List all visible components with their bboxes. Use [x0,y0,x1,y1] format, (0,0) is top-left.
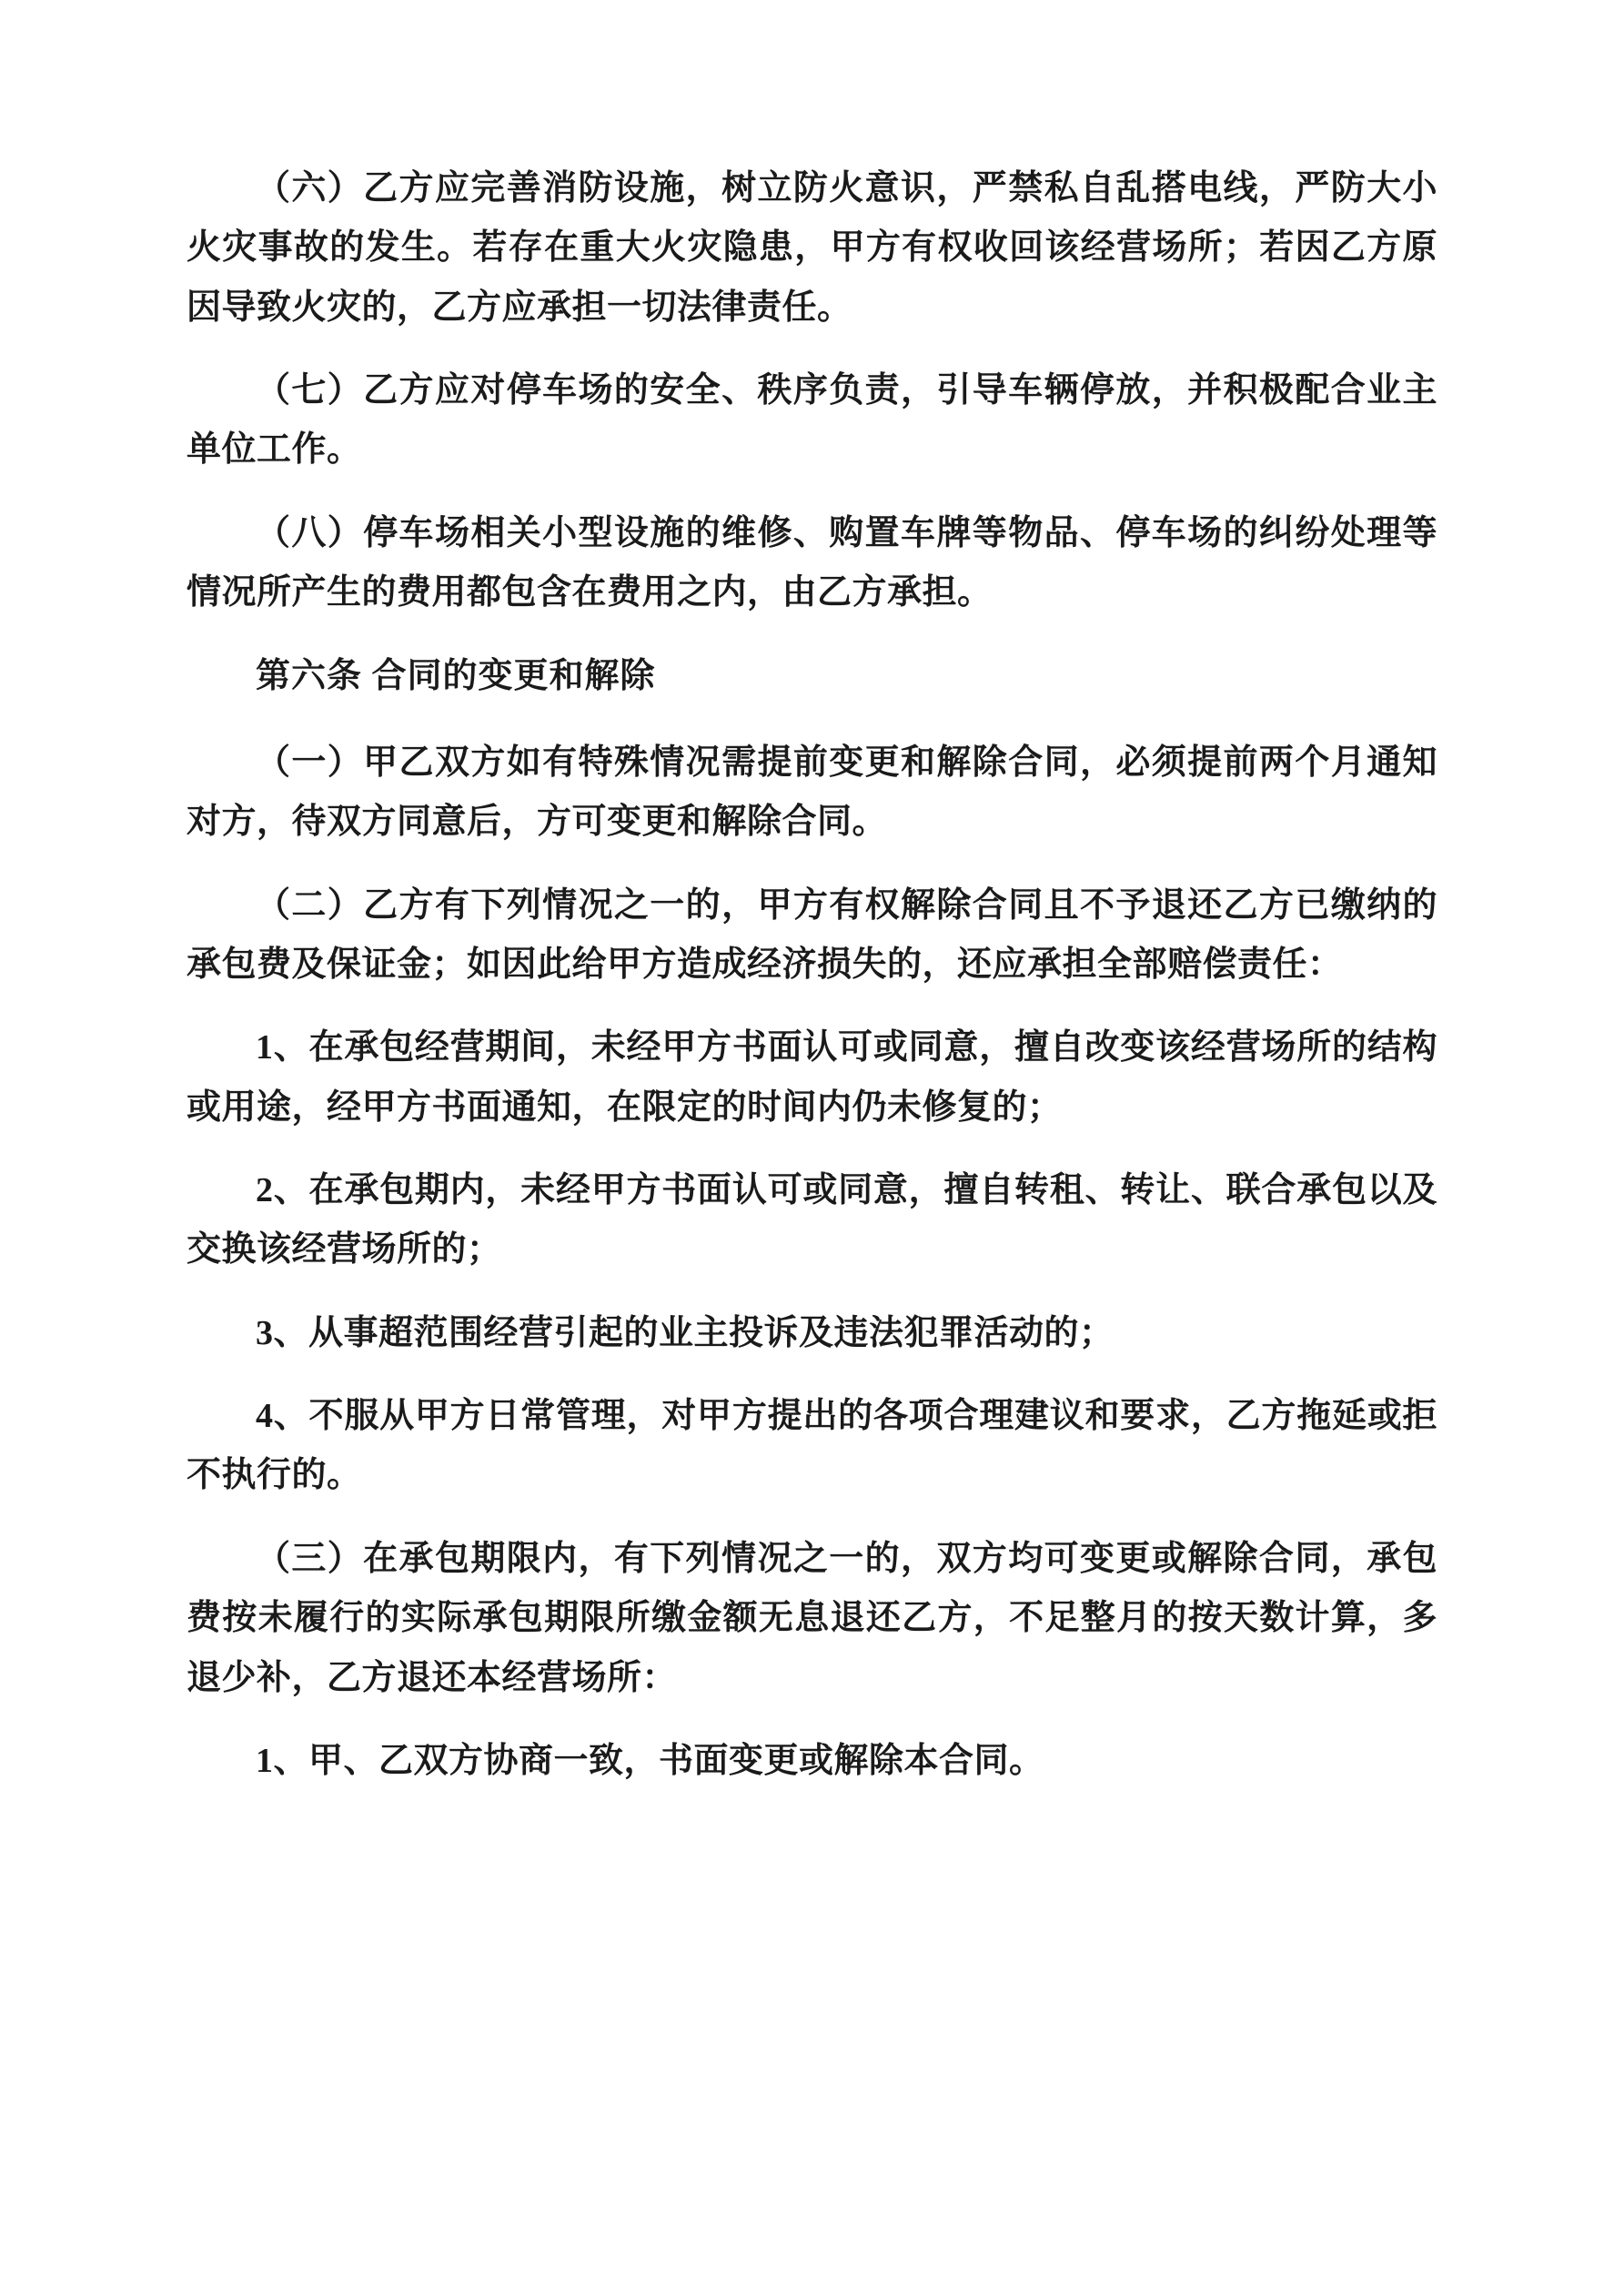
heading-section-6: 第六条 合同的变更和解除 [256,656,656,695]
paragraph-clause-6-3-1: 1、甲、乙双方协商一致，书面变更或解除本合同。 [256,1741,1044,1780]
paragraph-clause-6-2-3: 3、从事超范围经营引起的业主投诉及违法犯罪活动的； [256,1313,1115,1352]
paragraph-clause-6-3: （三）在承包期限内，有下列情况之一的，双方均可变更或解除合同，承包费按未履行的实际承包期限所缴金额无息退还乙方，不足整月的按天数计算，多退少补，乙方退还本经营场所： [187,1539,1437,1697]
paragraph-clause-6-1: （一）甲乙双方如有特殊情况需提前变更和解除合同，必须提前两个月通知对方，待双方同意后，方可变更和解除合同。 [187,743,1437,842]
paragraph-clause-5-8: （八）停车场相关小型设施的维修、购置车牌等物品、停车场的纠纷处理等情况所产生的费用都包含在费用之内，由乙方承担。 [187,513,1437,612]
paragraph-clause-6-2: （二）乙方有下列情况之一的，甲方有权解除合同且不予退还乙方已缴纳的承包费及保证金；如因此给甲方造成经济损失的，还应承担全部赔偿责任： [187,885,1437,984]
paragraph-clause-6-2-2: 2、在承包期内，未经甲方书面认可或同意，擅自转租、转让、联合承包以及交换该经营场所的； [187,1171,1437,1269]
paragraph-clause-6-2-1: 1、在承包经营期间，未经甲方书面认可或同意，擅自改变该经营场所的结构或用途，经甲方书面通知，在限定的时间内仍未修复的； [187,1028,1437,1127]
paragraph-clause-5-7: （七）乙方应对停车场的安全、秩序负责，引导车辆停放，并积极配合业主单位工作。 [187,371,1437,470]
paragraph-clause-6-2-4: 4、不服从甲方日常管理，对甲方提出的各项合理建议和要求，乙方拖延或拒不执行的。 [187,1397,1437,1495]
document-body [187,159,1437,1791]
paragraph-clause-5-6: （六）乙方应完善消防设施，树立防火意识，严禁私自乱搭电线，严防大小火灾事故的发生。若存在重大火灾隐患，甲方有权收回该经营场所；若因乙方原因导致火灾的，乙方应承担一切法律责任。 [187,169,1437,327]
